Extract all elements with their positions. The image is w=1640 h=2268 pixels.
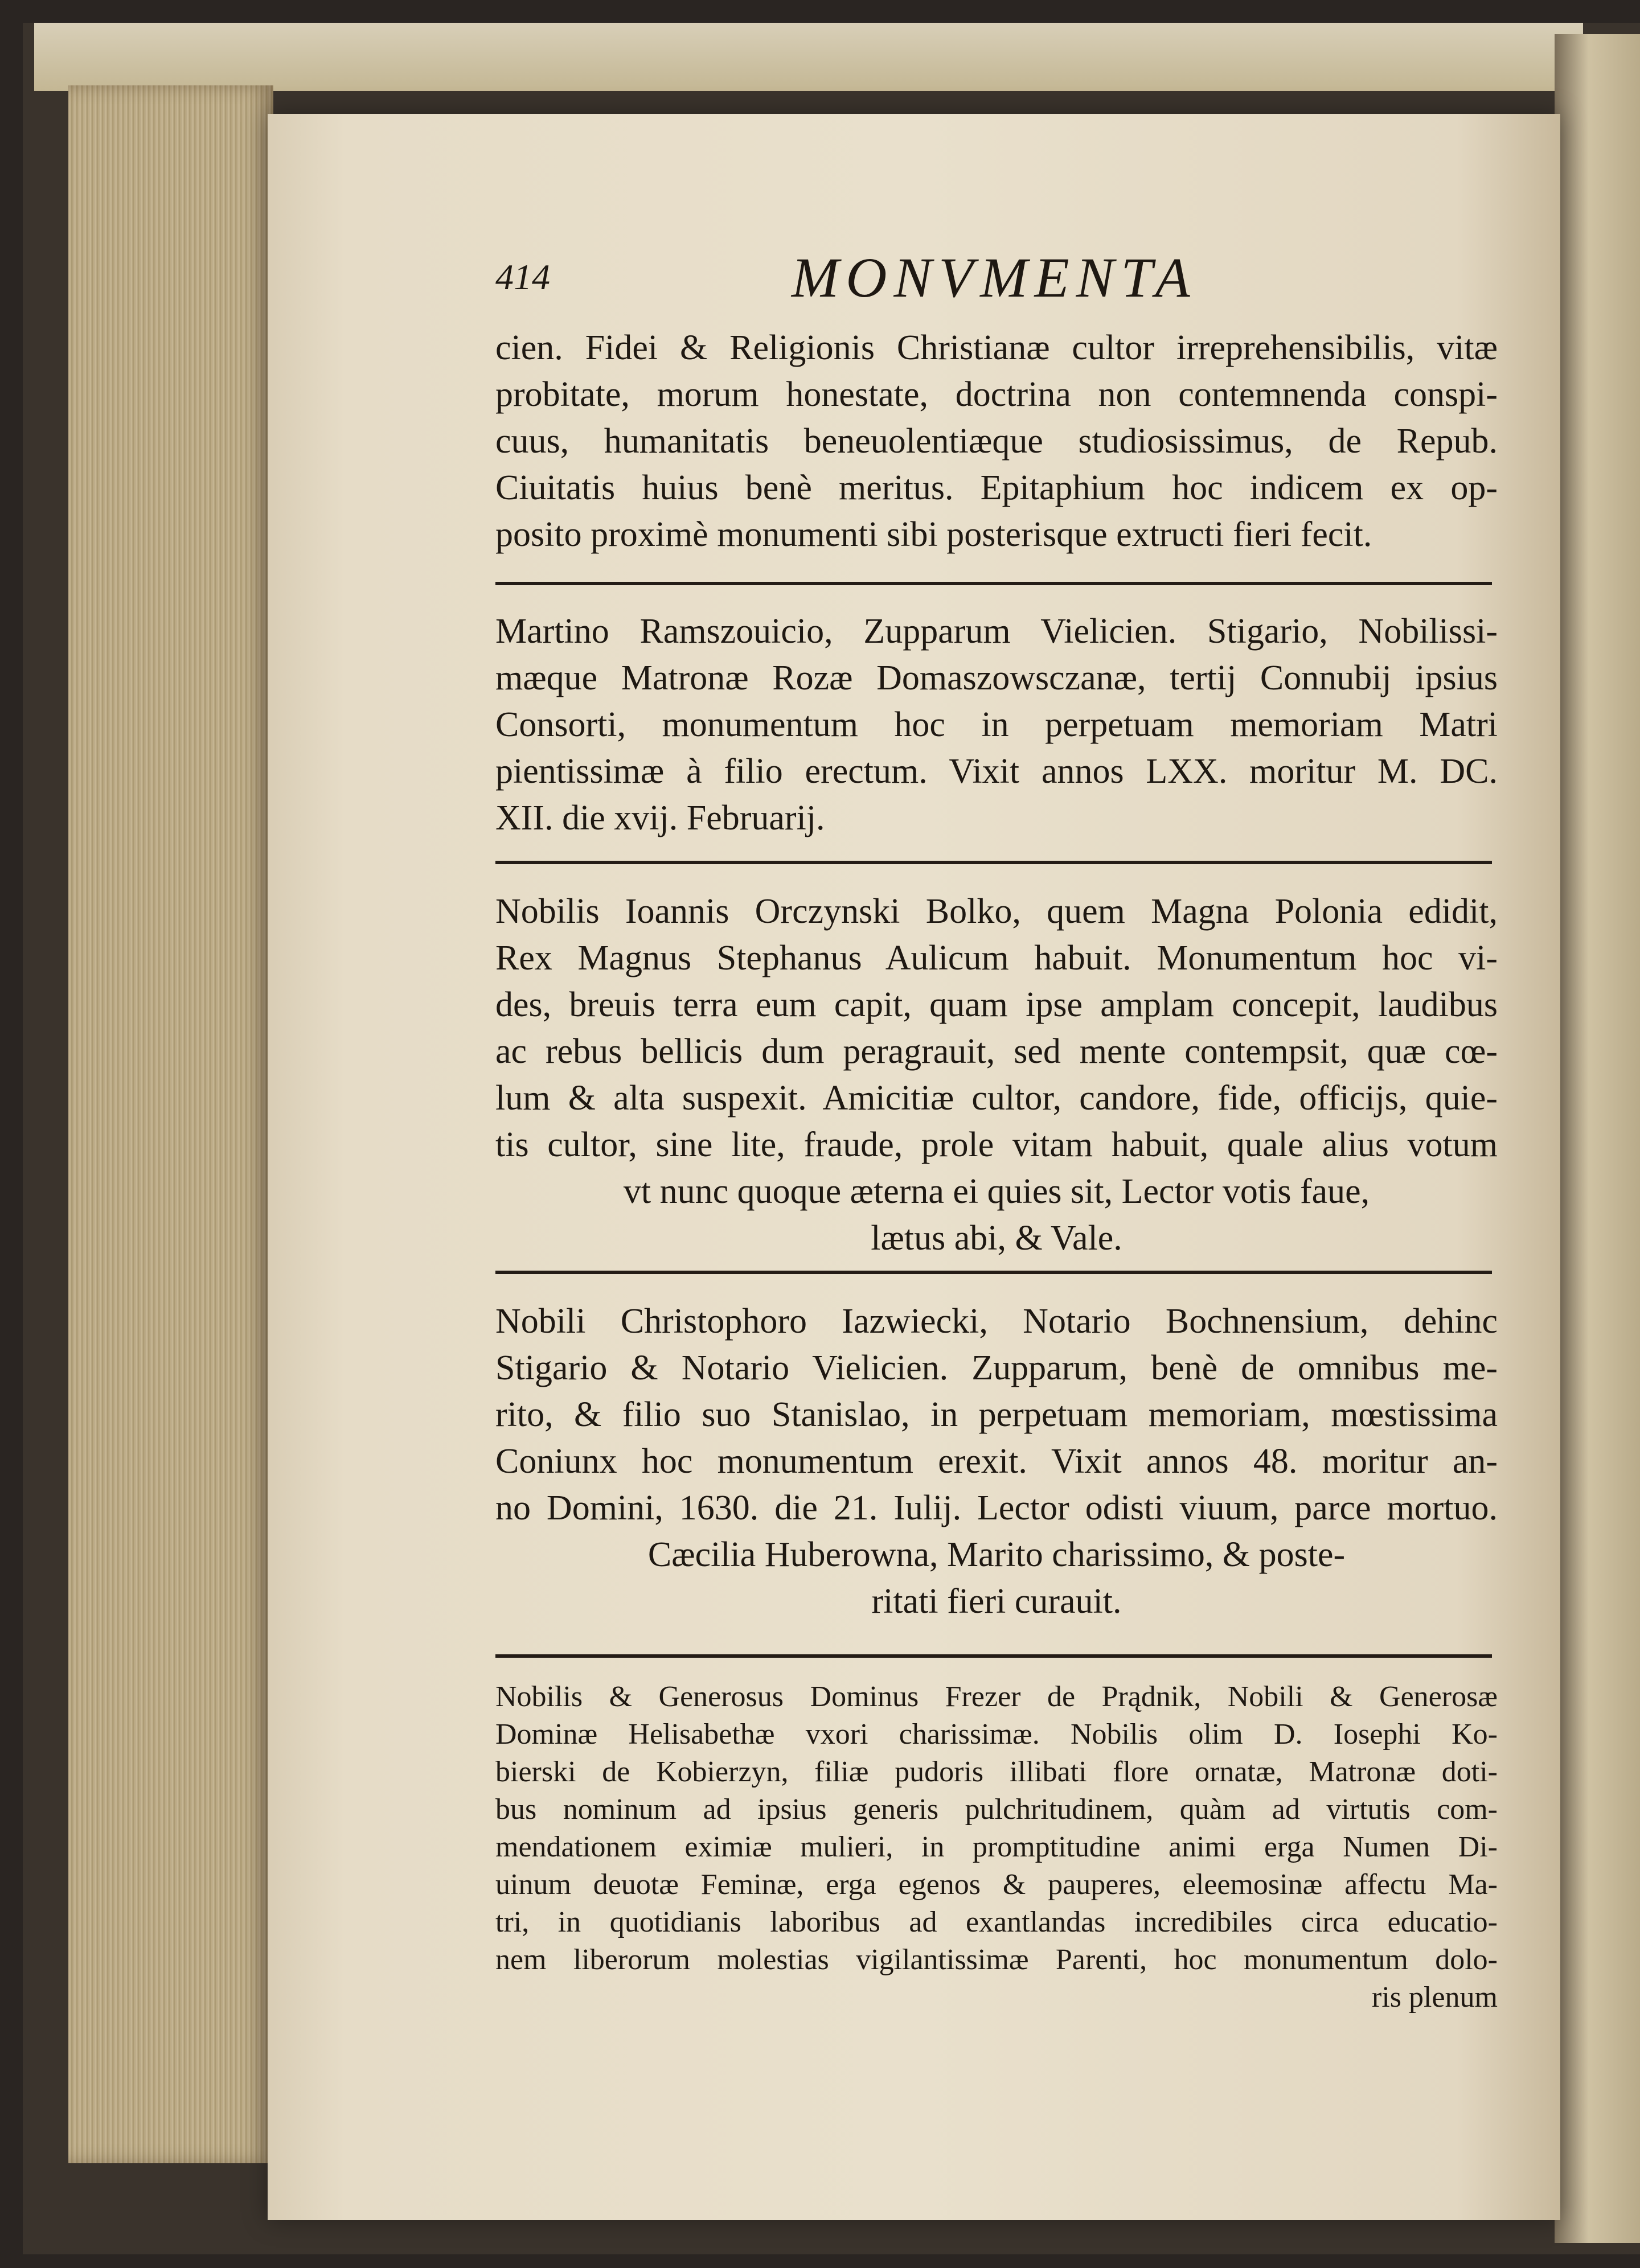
text-line: mendationem eximiæ mulieri, in promptitudine animi erga Numen Di- (495, 1831, 1498, 1863)
text-line: posito proximè monumenti sibi posterisque extructi fieri fecit. (495, 515, 1372, 554)
text-line: probitate, morum honestate, doctrina non contemnenda conspi- (495, 375, 1498, 414)
separator-rule (495, 1654, 1492, 1658)
inscription-3 (495, 888, 1498, 1262)
separator-rule (495, 582, 1492, 585)
text-line: Consorti, monumentum hoc in perpetuam memoriam Matri (495, 705, 1498, 744)
running-title: MONVMENTA (792, 246, 1197, 309)
text-line: ritati fieri curauit. (871, 1582, 1122, 1621)
inscription-1 (495, 324, 1498, 558)
inscription-4 (495, 1298, 1498, 1625)
text-line: bierski de Kobierzyn, filiæ pudoris illibati flore ornatæ, Matronæ doti- (495, 1756, 1498, 1788)
page-number: 414 (495, 257, 550, 297)
text-line: ac rebus bellicis dum peragrauit, sed mente contempsit, quæ cœ- (495, 1032, 1498, 1071)
book-cover-top (34, 23, 1583, 91)
text-line: bus nominum ad ipsius generis pulchritudinem, quàm ad virtutis com- (495, 1793, 1498, 1826)
page-header (495, 245, 1520, 330)
text-line: Nobilis & Generosus Dominus Frezer de Prądnik, Nobili & Generosæ (495, 1681, 1498, 1713)
catchword: ris plenum (1372, 1981, 1498, 2014)
text-line: Nobili Christophoro Iazwiecki, Notario Bochnensium, dehinc (495, 1302, 1498, 1341)
inscription-2 (495, 608, 1498, 841)
text-line: des, breuis terra eum capit, quam ipse amplam concepit, laudibus (495, 985, 1498, 1024)
text-line: nem liberorum molestias vigilantissimæ Parenti, hoc monumentum dolo- (495, 1944, 1498, 1976)
separator-rule (495, 861, 1492, 864)
text-line: Rex Magnus Stephanus Aulicum habuit. Monumentum hoc vi- (495, 939, 1498, 977)
text-line: vt nunc quoque æterna ei quies sit, Lector votis faue, (623, 1172, 1370, 1211)
text-line: lætus abi, & Vale. (871, 1219, 1122, 1258)
text-line: no Domini, 1630. die 21. Iulij. Lector odisti viuum, parce mortuo. (495, 1489, 1498, 1527)
text-line: cien. Fidei & Religionis Christianæ cultor irreprehensibilis, vitæ (495, 328, 1498, 367)
text-line: Cæcilia Huberowna, Marito charissimo, & poste- (647, 1535, 1346, 1574)
separator-rule (495, 1271, 1492, 1274)
text-line: Stigario & Notario Vielicien. Zupparum, benè de omnibus me- (495, 1349, 1498, 1387)
page-edges (68, 85, 273, 2163)
text-line: Nobilis Ioannis Orczynski Bolko, quem Magna Polonia edidit, (495, 892, 1498, 931)
text-line: tri, in quotidianis laboribus ad exantlandas incredibiles circa educatio- (495, 1906, 1498, 1938)
facing-page-edge (1555, 34, 1640, 2243)
text-line: Martino Ramszouicio, Zupparum Vielicien. Stigario, Nobilissi- (495, 612, 1498, 651)
text-line: uinum deuotæ Feminæ, erga egenos & pauperes, eleemosinæ affectu Ma- (495, 1868, 1498, 1901)
text-line: Coniunx hoc monumentum erexit. Vixit annos 48. moritur an- (495, 1442, 1498, 1481)
text-line: Ciuitatis huius benè meritus. Epitaphium hoc indicem ex op- (495, 469, 1498, 507)
text-line: cuus, humanitatis beneuolentiæque studiosissimus, de Repub. (495, 422, 1498, 461)
text-line: mæque Matronæ Rozæ Domaszowsczanæ, tertij Connubij ipsius (495, 659, 1498, 697)
text-line: Dominæ Helisabethæ vxori charissimæ. Nobilis olim D. Iosephi Ko- (495, 1718, 1498, 1751)
text-line: tis cultor, sine lite, fraude, prole vitam habuit, quale alius votum (495, 1125, 1498, 1164)
inscription-5 (495, 1678, 1498, 2016)
text-line: XII. die xvij. Februarij. (495, 799, 825, 837)
text-line: pientissimæ à filio erectum. Vixit annos LXX. moritur M. DC. (495, 752, 1498, 791)
text-line: lum & alta suspexit. Amicitiæ cultor, candore, fide, officijs, quie- (495, 1079, 1498, 1117)
text-line: rito, & filio suo Stanislao, in perpetuam memoriam, mœstissima (495, 1395, 1498, 1434)
